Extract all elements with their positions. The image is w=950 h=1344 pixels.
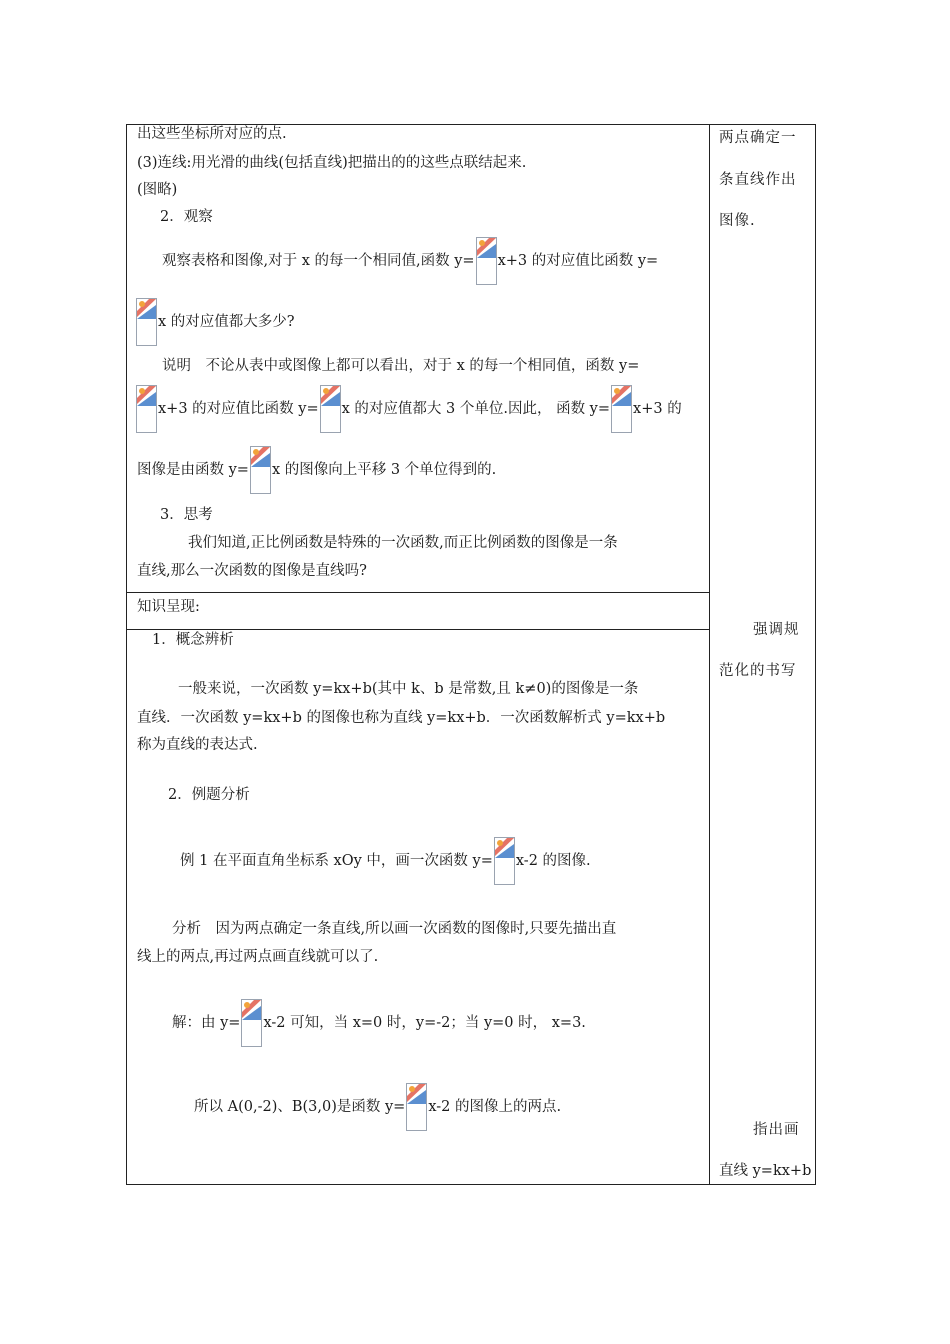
paragraph-connect: (3)连线:用光滑的曲线(包括直线)把描出的的这些点联结起来. xyxy=(137,155,527,171)
paragraph-figure-omitted: (图略) xyxy=(137,182,178,198)
heading-example: 2．例题分析 xyxy=(168,787,250,803)
solution-line xyxy=(172,998,586,1048)
observe-text-b: x+3 的对应值比函数 y= xyxy=(497,253,659,269)
points-text-b: x-2 的图像上的两点. xyxy=(428,1099,562,1115)
fraction-image-icon xyxy=(476,237,497,285)
solution-text-a: 解：由 y= xyxy=(172,1015,241,1031)
points-text-a: 所以 A(0,-2)、B(3,0)是函数 y= xyxy=(194,1099,406,1115)
think-line-1: 我们知道,正比例函数是特殊的一次函数,而正比例函数的图像是一条 xyxy=(188,535,618,551)
side-note-6: 指出画 xyxy=(753,1122,800,1138)
example-1-line xyxy=(180,836,591,886)
fraction-image-icon xyxy=(320,385,341,433)
concept-line-2: 直线．一次函数 y=kx+b 的图像也称为直线 y=kx+b．一次函数解析式 y=kx+b xyxy=(137,710,666,726)
side-note-1: 两点确定一 xyxy=(719,130,797,146)
column-divider xyxy=(709,124,710,1184)
fraction-image-icon xyxy=(241,999,262,1047)
knowledge-label: 知识呈现: xyxy=(137,599,200,615)
observe-text-a: 观察表格和图像,对于 x 的每一个相同值,函数 y= xyxy=(162,253,475,269)
fraction-image-icon xyxy=(136,385,157,433)
side-note-4: 强调规 xyxy=(753,622,800,638)
explain-line-1: 说明 不论从表中或图像上都可以看出，对于 x 的每一个相同值，函数 y= xyxy=(162,358,640,374)
analysis-line-1: 分析 因为两点确定一条直线,所以画一次函数的图像时,只要先描出直 xyxy=(172,921,617,937)
observe-text-c: x 的对应值都大多少? xyxy=(158,314,295,330)
heading-concept: 1．概念辨析 xyxy=(152,632,234,648)
fraction-image-icon xyxy=(611,385,632,433)
fraction-image-icon xyxy=(406,1083,427,1131)
concept-line-1: 一般来说，一次函数 y=kx+b(其中 k、b 是常数,且 k≠0)的图像是一条 xyxy=(178,681,639,697)
explain-text-d: x+3 的 xyxy=(633,401,682,417)
concept-line-3: 称为直线的表达式. xyxy=(137,737,258,753)
points-line xyxy=(194,1082,561,1132)
example-1-text-a: 例 1 在平面直角坐标系 xOy 中，画一次函数 y= xyxy=(180,853,493,869)
explain-text-b: x+3 的对应值比函数 y= xyxy=(158,401,319,417)
fraction-image-icon xyxy=(494,837,515,885)
example-1-text-b: x-2 的图像. xyxy=(515,853,591,869)
observe-line-2 xyxy=(135,297,295,347)
side-note-2: 条直线作出 xyxy=(719,172,797,188)
side-note-5: 范化的书写 xyxy=(719,663,797,679)
fraction-image-icon xyxy=(250,446,271,494)
explain-line-2 xyxy=(135,384,682,434)
side-note-7: 直线 y=kx+b xyxy=(719,1163,812,1179)
analysis-line-2: 线上的两点,再过两点画直线就可以了. xyxy=(137,949,379,965)
explain-line-3 xyxy=(137,445,496,495)
row-divider-top xyxy=(126,592,710,593)
heading-observe: 2．观察 xyxy=(160,209,213,225)
heading-think: 3．思考 xyxy=(160,507,213,523)
solution-text-b: x-2 可知，当 x=0 时，y=-2；当 y=0 时， x=3. xyxy=(263,1015,586,1031)
fraction-image-icon xyxy=(136,298,157,346)
observe-line-1 xyxy=(162,236,658,286)
think-line-2: 直线,那么一次函数的图像是直线吗? xyxy=(137,563,367,579)
explain-text-c: x 的对应值都大 3 个单位.因此， 函数 y= xyxy=(341,401,611,417)
explain-text-e: 图像是由函数 y= xyxy=(137,462,249,478)
side-note-3: 图像. xyxy=(719,213,756,229)
explain-text-f: x 的图像向上平移 3 个单位得到的. xyxy=(271,462,497,478)
paragraph-plot-points: 出这些坐标所对应的点. xyxy=(137,126,287,142)
